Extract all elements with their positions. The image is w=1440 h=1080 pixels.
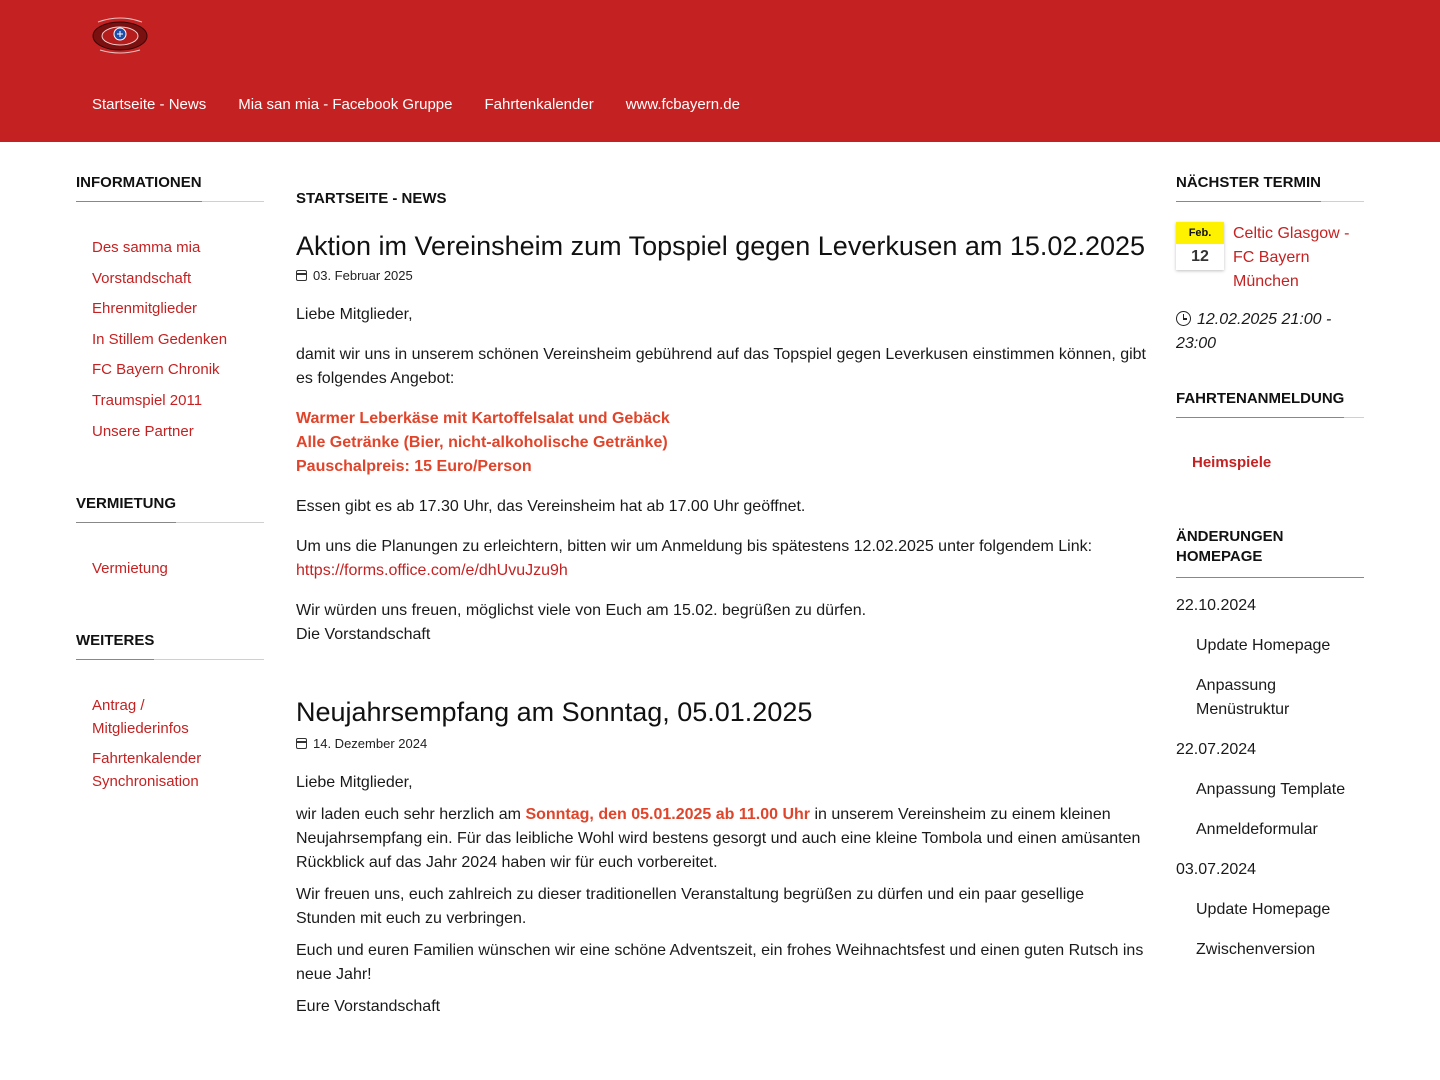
intro-text: damit wir uns in unserem schönen Vereinsheim gebührend auf das Topspiel gegen Leverkusen einstimmen können, gibt es folgendes Angebot: [296,346,1146,387]
next-event-module [1176,174,1364,366]
club-crest-icon[interactable] [90,14,150,56]
article-title[interactable]: Neujahrsempfang am Sonntag, 05.01.2025 [296,697,813,727]
change-date: 03.07.2024 [1176,861,1257,878]
fahrten-heading: FAHRTENANMELDUNG [1176,390,1364,418]
invite-text: wir laden euch sehr herzlich am Sonntag, den 05.01.2025 ab 11.00 Uhr in unserem Vereinsheim zu einem kleinen Neujahrsempfang ein. Für das leibliche Wohl wird bestens gesorgt und auch eine kleine Tombola und einen amüsanten Rückblick auf das Jahr 2024 haben wir für euch vorbereitet. [296,806,1141,871]
vermietung-menu [76,557,264,580]
event-month: Feb. [1176,222,1224,244]
food-times: Essen gibt es ab 17.30 Uhr, das Vereinsheim hat ab 17.00 Uhr geöffnet. [296,498,806,515]
change-item: Update Homepage [1196,637,1331,654]
menu-fc-bayern-chronik[interactable]: FC Bayern Chronik [92,361,220,379]
offer-food: Warmer Leberkäse mit Kartoffelsalat und Gebäck [296,410,670,427]
menu-in-stillem-gedenken[interactable]: In Stillem Gedenken [92,330,228,348]
nav-startseite[interactable]: Startseite - News [92,96,207,113]
calendar-icon [296,738,307,749]
event-title-link[interactable]: Celtic Glasgow - FC Bayern München [1233,225,1350,290]
signup-text: Um uns die Planungen zu erleichtern, bitten wir um Anmeldung bis spätestens 12.02.2025 unter folgendem Link: https://forms.office.com/e/dhUvuJzu9h [296,538,1093,579]
left-sidebar [76,174,264,793]
right-sidebar [1176,174,1364,962]
next-event-heading: NÄCHSTER TERMIN [1176,174,1364,202]
event-day: 12 [1191,248,1209,265]
menu-traumspiel-2011[interactable]: Traumspiel 2011 [92,391,203,409]
nav-facebook-gruppe[interactable]: Mia san mia - Facebook Gruppe [238,96,453,113]
menu-vermietung[interactable]: Vermietung [92,559,168,577]
change-item: Anmeldeformular [1196,821,1318,838]
informationen-heading: INFORMATIONEN [76,174,264,202]
event-datetime: Sonntag, den 05.01.2025 ab 11.00 Uhr [525,806,811,823]
event-date-tile [1176,222,1224,270]
changes-module [1176,527,1364,962]
menu-unsere-partner[interactable]: Unsere Partner [92,422,194,440]
article-neujahrsempfang [296,694,1146,1019]
event-time: 12.02.2025 21:00 - 23:00 [1176,311,1332,352]
change-date: 22.10.2024 [1176,597,1257,614]
informationen-menu [76,236,264,443]
menu-antrag-mitgliederinfos[interactable]: Antrag / Mitgliederinfos [92,696,189,737]
weiteres-heading: WEITERES [76,632,264,660]
site-header [0,0,1440,142]
change-date: 22.07.2024 [1176,741,1257,758]
offer-block [296,407,1146,479]
offer-price: Pauschalpreis: 15 Euro/Person [296,458,532,475]
article-date: 14. Dezember 2024 [296,736,1146,751]
menu-ehrenmitglieder[interactable]: Ehrenmitglieder [92,300,198,318]
offer-drinks: Alle Getränke (Bier, nicht-alkoholische Getränke) [296,434,668,451]
calendar-icon [296,270,307,281]
greeting: Liebe Mitglieder, [296,774,413,791]
menu-vorstandschaft[interactable]: Vorstandschaft [92,269,192,287]
menu-fahrtenkalender-sync[interactable]: Fahrtenkalender Synchronisation [92,749,202,790]
article-date: 03. Februar 2025 [296,268,1146,283]
change-item: Update Homepage [1196,901,1331,918]
main-content [296,190,1146,1019]
fahrten-module [1176,390,1364,471]
page-title: STARTSEITE - NEWS [296,190,447,207]
weiteres-menu [76,694,264,793]
change-item: Zwischenversion [1196,941,1316,958]
article-leverkusen [296,228,1146,647]
main-nav [92,96,740,113]
article-title[interactable]: Aktion im Vereinsheim zum Topspiel gegen Leverkusen am 15.02.2025 [296,231,1146,261]
change-item: Anpassung Template [1196,781,1346,798]
signature: Eure Vorstandschaft [296,998,441,1015]
closing-text: Wir würden uns freuen, möglichst viele von Euch am 15.02. begrüßen zu dürfen. Die Vorstandschaft [296,602,867,643]
nav-fcbayern[interactable]: www.fcbayern.de [625,96,740,113]
welcome-text: Wir freuen uns, euch zahlreich zu dieser traditionellen Veranstaltung begrüßen zu dürfen und ein paar gesellige Stunden mit euch zu verbringen. [296,886,1085,927]
changes-heading: ÄNDERUNGEN HOMEPAGE [1176,527,1364,578]
signature: Die Vorstandschaft [296,626,431,643]
signup-link[interactable]: https://forms.office.com/e/dhUvuJzu9h [296,562,568,579]
heimspiele-link[interactable]: Heimspiele [1192,454,1272,471]
wishes-text: Euch und euren Familien wünschen wir eine schöne Adventszeit, ein frohes Weihnachtsfest und einen guten Rutsch ins neue Jahr! [296,942,1144,983]
clock-icon [1176,311,1191,326]
menu-des-samma-mia[interactable]: Des samma mia [92,239,201,256]
greeting: Liebe Mitglieder, [296,306,413,323]
vermietung-heading: VERMIETUNG [76,495,264,523]
change-item: Anpassung Menüstruktur [1196,677,1290,718]
nav-fahrtenkalender[interactable]: Fahrtenkalender [484,96,594,113]
